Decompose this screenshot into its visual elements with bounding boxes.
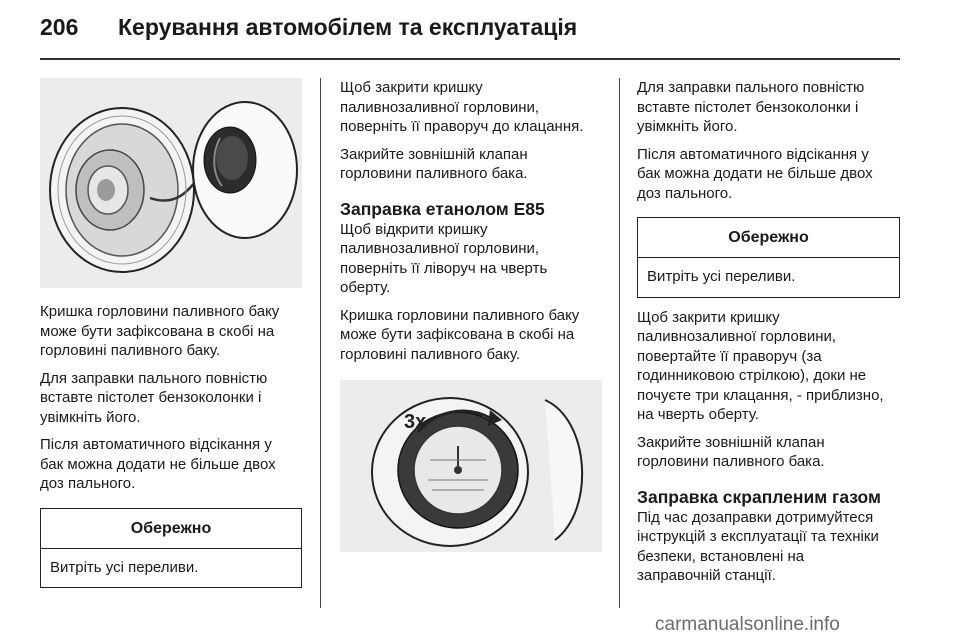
fuel-filler-cap-illustration [40, 78, 302, 288]
caution-title: Обережно [41, 509, 301, 549]
paragraph: Закрийте зовнішній клапан горловини паливного бака. [637, 433, 825, 470]
page-title: Керування автомобілем та експлуатація [118, 14, 578, 40]
watermark: carmanualsonline.info [655, 614, 840, 635]
page-header [40, 14, 577, 48]
fuel-cap-open-drawing [40, 78, 302, 288]
caution-text: Витріть усі переливи. [50, 558, 199, 576]
caution-title: Обережно [638, 218, 899, 258]
caution-text: Витріть усі переливи. [647, 268, 796, 285]
section-heading: Заправка скрапленим газом [637, 486, 881, 507]
section-heading: Заправка етанолом E85 [340, 198, 545, 219]
paragraph: Щоб відкрити кришку паливнозаливної горловини, поверніть її ліворуч на чверть оберту. [340, 220, 548, 296]
paragraph: Кришка горловини паливного баку може бути зафіксована в скобі на горловині паливного баку. [40, 303, 280, 359]
paragraph: Для заправки пального повністю вставте пістолет бензоколонки і увімкніть його. [637, 79, 865, 135]
paragraph: Під час дозаправки дотримуйтеся інструкцій з експлуатації та техніки безпеки, встановлені на заправочній станції. [637, 508, 879, 584]
paragraph: Для заправки пального повністю вставте пістолет бензоколонки і увімкніть його. [40, 369, 268, 426]
paragraph: Щоб закрити кришку паливнозаливної горловини, повертайте її праворуч (за годинниковою стрілкою), доки не почуєте три клацання, - приблизно, на чверть оберту. [637, 308, 884, 423]
fuel-cap-closed-drawing [340, 380, 602, 552]
paragraph: Кришка горловини паливного баку може бути зафіксована в скобі на горловині паливного баку. [340, 306, 580, 363]
caution-box [637, 217, 900, 298]
column-divider-1 [320, 78, 321, 608]
header-rule [40, 58, 900, 60]
paragraph: Щоб закрити кришку паливнозаливної горловини, поверніть її праворуч до клацання. [340, 79, 584, 135]
column-3 [637, 78, 900, 594]
column-1 [40, 78, 302, 598]
paragraph: Закрийте зовнішній клапан горловини паливного бака. [340, 145, 528, 182]
page-number: 206 [40, 14, 79, 40]
paragraph: Після автоматичного відсікання у бак можна додати не більше двох доз пального. [637, 145, 873, 202]
column-2 [340, 78, 605, 552]
paragraph: Після автоматичного відсікання у бак можна додати не більше двох доз пального. [40, 436, 276, 492]
figure-label: 3x [404, 411, 427, 433]
e85-cap-illustration [340, 380, 602, 552]
column-divider-2 [619, 78, 620, 608]
caution-box [40, 508, 302, 589]
